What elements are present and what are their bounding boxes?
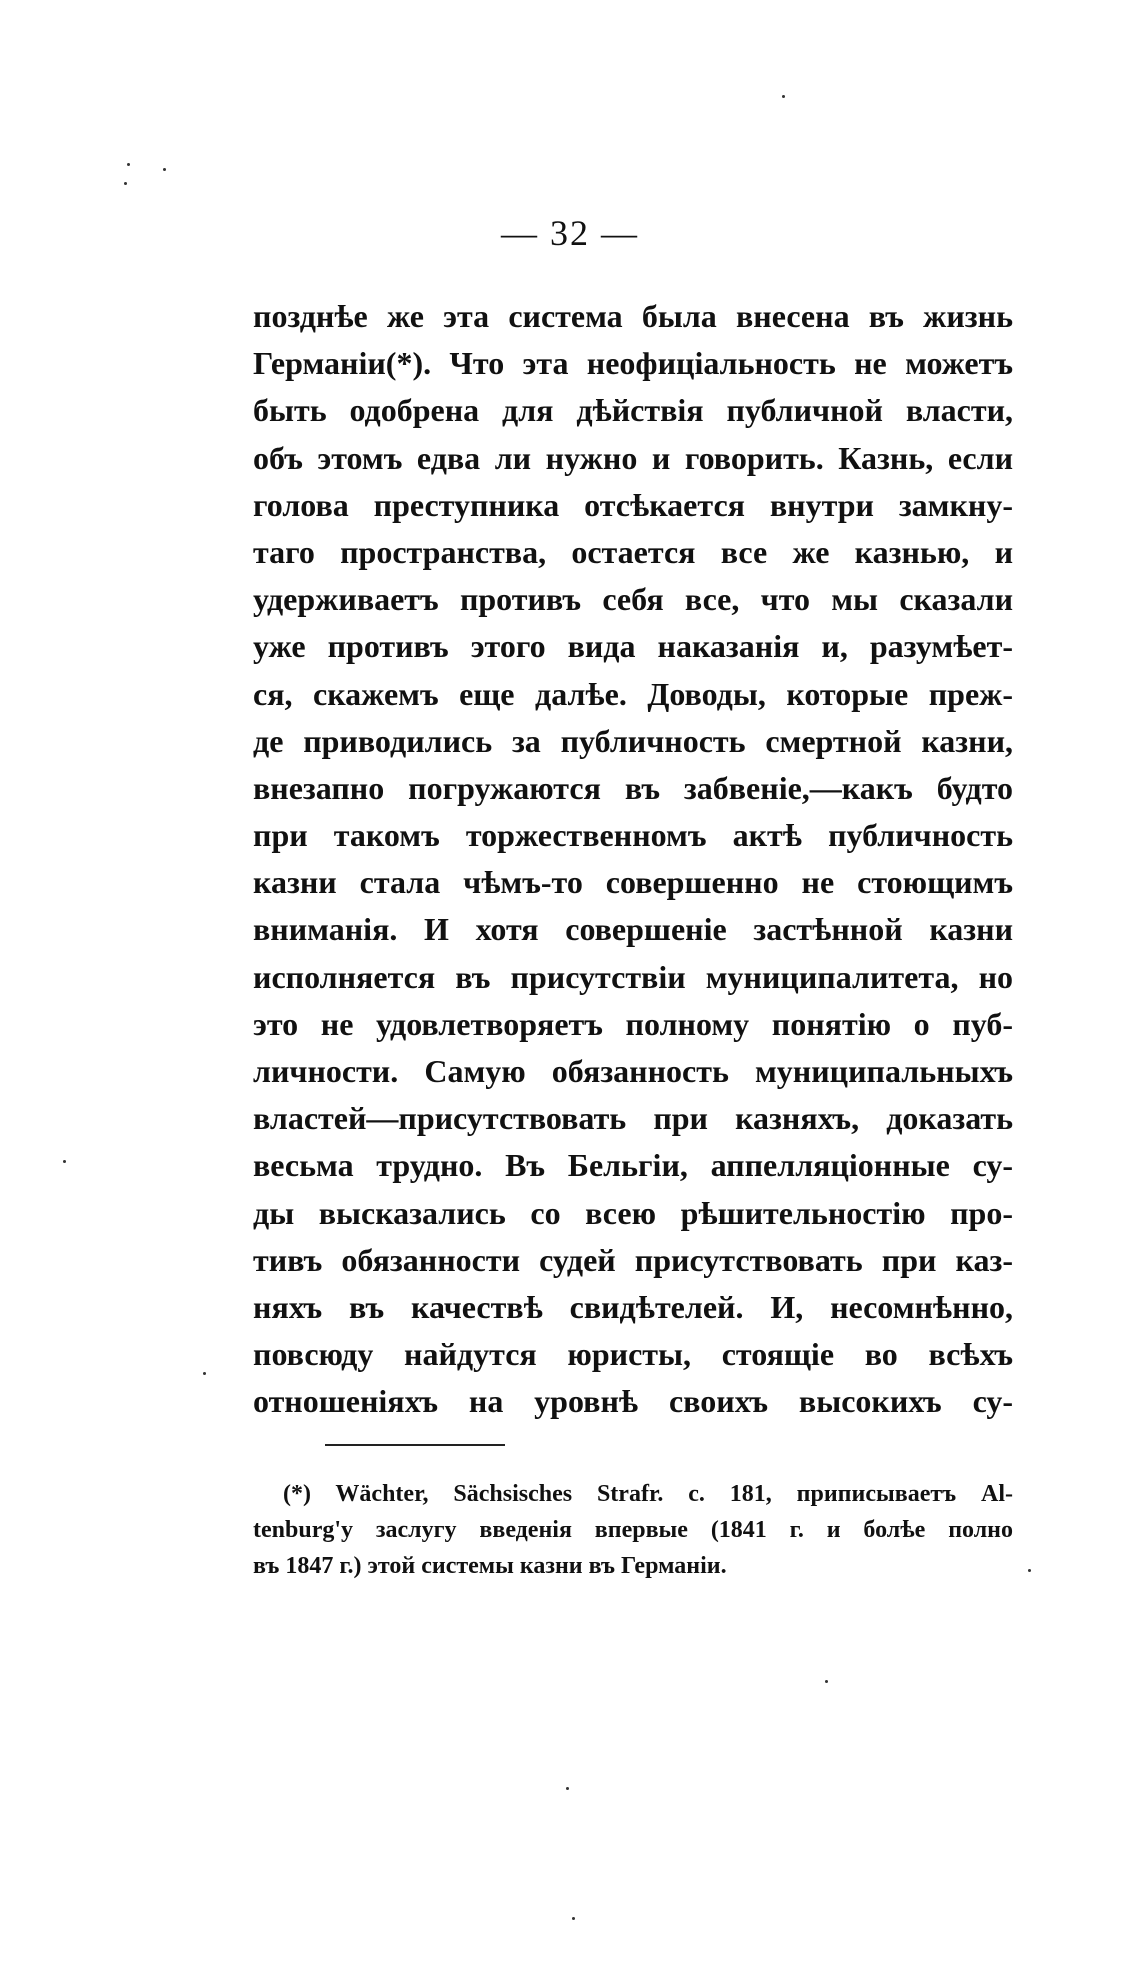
page-number: — 32 — (501, 213, 639, 253)
text-line: при такомъ торжественномъ актѣ публичность (253, 817, 1013, 854)
paper-speck (572, 1917, 575, 1920)
footnote-divider (325, 1444, 505, 1446)
paper-speck (566, 1787, 569, 1790)
text-line: ды высказались со всею рѣшительностію про- (253, 1194, 1013, 1231)
text-line: это не удовлетворяетъ полному понятію о пуб- (253, 1005, 1013, 1042)
paper-speck (1028, 1569, 1031, 1572)
text-line: быть одобрена для дѣйствія публичной власти, (253, 392, 1013, 429)
text-line: внезапно погружаются въ забвеніе,—какъ будто (253, 769, 1013, 806)
paper-speck (825, 1680, 828, 1683)
text-line: объ этомъ едва ли нужно и говорить. Казнь, если (253, 439, 1013, 476)
paper-speck (203, 1372, 206, 1375)
paper-speck (163, 168, 166, 171)
text-line: голова преступника отсѣкается внутри замкну- (253, 486, 1013, 523)
paper-speck (127, 163, 130, 166)
footnote-line: tenburg'у заслугу введенія впервые (1841 г. и болѣе полно (253, 1517, 1013, 1543)
text-line: тивъ обязанности судей присутствовать при каз- (253, 1241, 1013, 1278)
footnote-line: въ 1847 г.) этой системы казни въ Германіи. (253, 1553, 727, 1579)
text-line: казни стала чѣмъ-то совершенно не стоющимъ (253, 864, 1013, 901)
text-line: отношеніяхъ на уровнѣ своихъ высокихъ су- (253, 1383, 1013, 1420)
text-line: ся, скажемъ еще далѣе. Доводы, которые преж- (253, 675, 1013, 712)
main-text (253, 293, 1013, 1426)
paper-speck (124, 182, 127, 185)
text-line: няхъ въ качествѣ свидѣтелей. И, несомнѣнно, (253, 1288, 1013, 1325)
paper-speck (63, 1160, 66, 1163)
text-line: вниманія. И хотя совершеніе застѣнной казни (253, 911, 1013, 948)
text-line: де приводились за публичность смертной казни, (253, 722, 1013, 759)
footnote-line: (*) Wächter, Sächsisches Strafr. c. 181, приписываетъ Al- (283, 1481, 1013, 1507)
text-line: исполняется въ присутствіи муниципалитета, но (253, 958, 1013, 995)
text-line: властей—присутствовать при казняхъ, доказать (253, 1100, 1013, 1137)
text-line: Германіи(*). Что эта неофиціальность не можетъ (253, 345, 1013, 382)
paper-speck (782, 95, 785, 98)
footnote (253, 1476, 1013, 1584)
text-line: личности. Самую обязанность муниципальныхъ (253, 1053, 1013, 1089)
text-line: позднѣе же эта система была внесена въ жизнь (253, 298, 1013, 334)
text-line: таго пространства, остается все же казнью, и (253, 533, 1013, 570)
text-line: повсюду найдутся юристы, стоящіе во всѣхъ (253, 1336, 1013, 1373)
text-line: весьма трудно. Въ Бельгіи, аппелляціонные су- (253, 1147, 1013, 1184)
text-line: уже противъ этого вида наказанія и, разумѣет- (253, 628, 1013, 665)
text-line: удерживаетъ противъ себя все, что мы сказали (253, 581, 1013, 618)
